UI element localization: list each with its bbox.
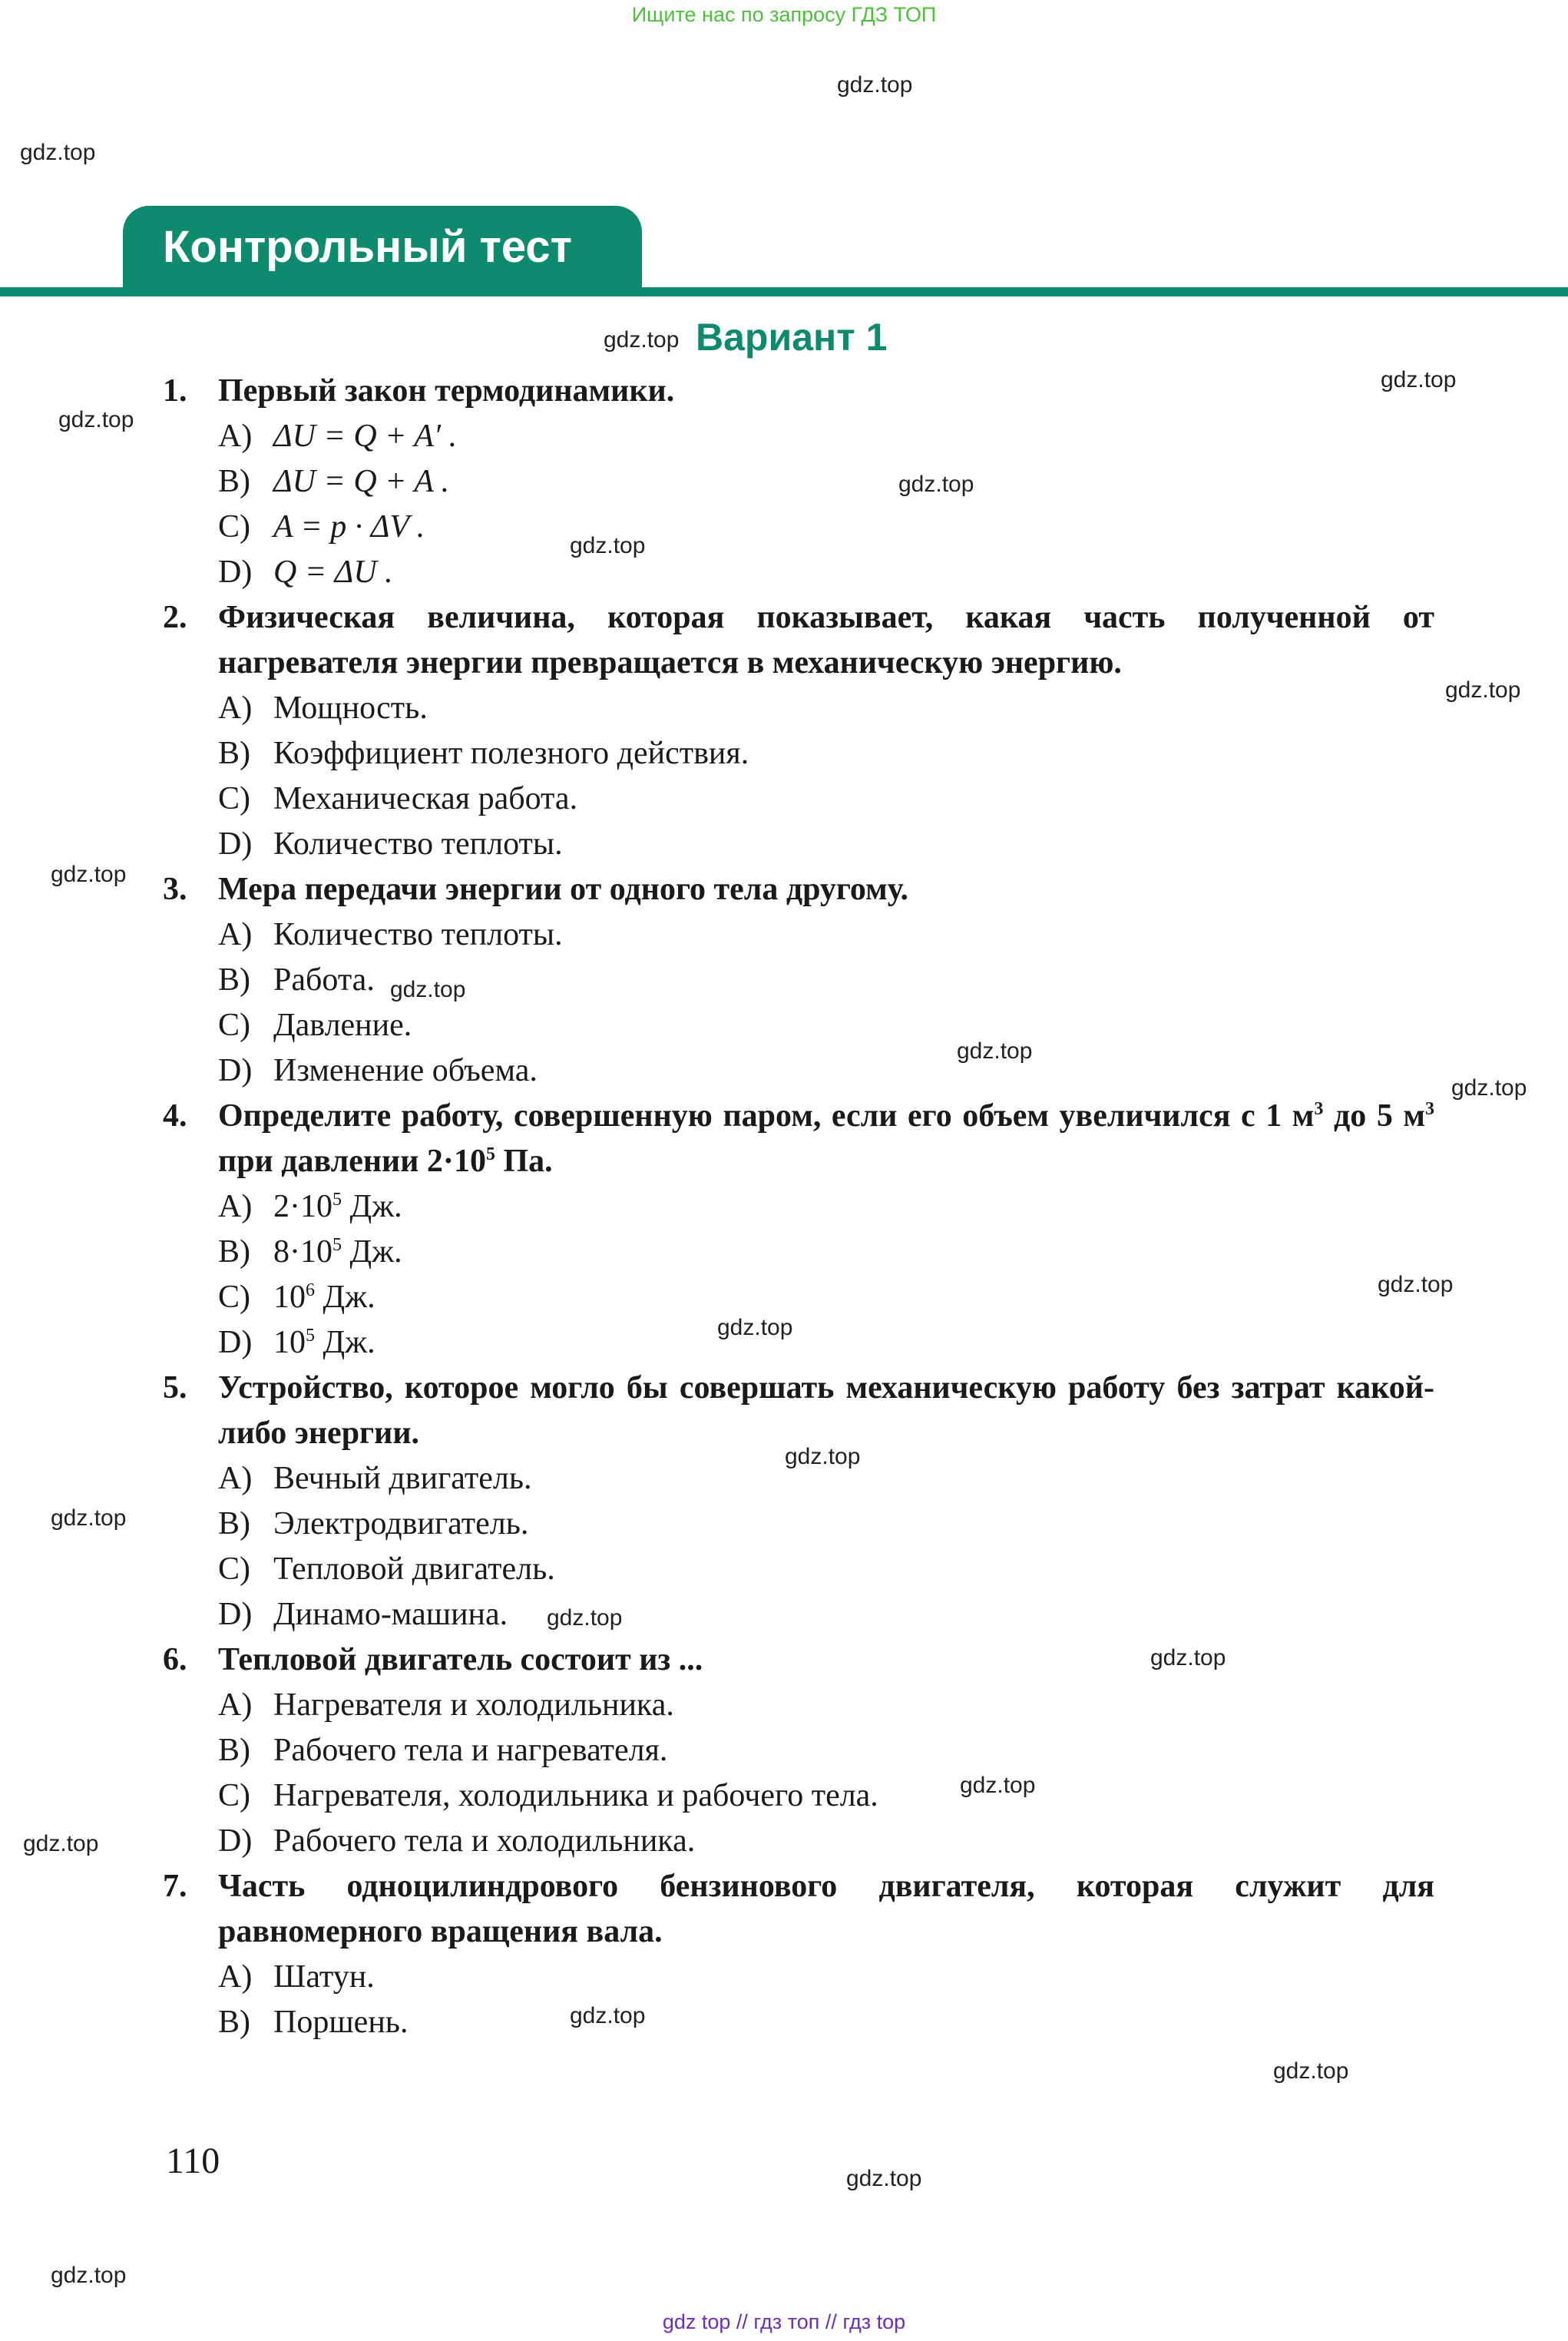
option-letter: B) bbox=[218, 1234, 250, 1270]
question-6 bbox=[163, 1637, 1434, 1683]
question-text: Тепловой двигатель состоит из ... bbox=[218, 1642, 703, 1677]
watermark: gdz.top bbox=[1445, 677, 1521, 703]
option-letter: A) bbox=[218, 690, 253, 726]
option-text: ΔU = Q + A′ . bbox=[273, 419, 458, 454]
option-letter: D) bbox=[218, 555, 253, 590]
option bbox=[218, 1683, 674, 1728]
option bbox=[218, 1728, 667, 1773]
question-text: Мера передачи энергии от одного тела другому. bbox=[218, 872, 909, 907]
option bbox=[218, 2000, 408, 2045]
watermark: gdz.top bbox=[1381, 367, 1457, 392]
option-text: Нагревателя и холодильника. bbox=[273, 1687, 674, 1723]
option-text: Мощность. bbox=[273, 690, 428, 726]
option bbox=[218, 1773, 878, 1819]
option-text: Рабочего тела и холодильника. bbox=[273, 1823, 696, 1859]
option bbox=[218, 1184, 402, 1230]
question-3 bbox=[163, 867, 1434, 912]
watermark: gdz.top bbox=[547, 1605, 623, 1631]
option bbox=[218, 822, 563, 867]
option-text: Количество теплоты. bbox=[273, 826, 563, 862]
option-letter: D) bbox=[218, 1325, 253, 1360]
watermark: gdz.top bbox=[717, 1315, 793, 1340]
option-text: Количество теплоты. bbox=[273, 917, 563, 952]
watermark: gdz.top bbox=[957, 1038, 1033, 1064]
option-letter: A) bbox=[218, 1687, 253, 1723]
option-text: $2\cdot 10^5$ Дж. bbox=[273, 1189, 402, 1224]
question-7 bbox=[163, 1864, 1434, 1955]
option-text: Вечный двигатель. bbox=[273, 1461, 532, 1496]
question-number: 2. bbox=[163, 600, 187, 635]
option bbox=[218, 1819, 695, 1864]
option-text: Коэффициент полезного действия. bbox=[273, 736, 749, 771]
question-text: Часть одноцилиндрового бензинового двигателя, которая служит для равномерного вращения вала. bbox=[218, 1869, 1434, 1949]
option-letter: C) bbox=[218, 1008, 250, 1043]
option-letter: D) bbox=[218, 1823, 253, 1859]
option-letter: C) bbox=[218, 1280, 250, 1315]
option-text: A = p · ΔV . bbox=[273, 509, 425, 545]
title-underline bbox=[0, 287, 1568, 296]
option bbox=[218, 958, 375, 1003]
option bbox=[218, 459, 449, 505]
option-letter: B) bbox=[218, 962, 250, 998]
option-letter: B) bbox=[218, 736, 250, 771]
question-number: 7. bbox=[163, 1869, 187, 1904]
option-text: Давление. bbox=[273, 1008, 412, 1043]
watermark: gdz.top bbox=[23, 1831, 99, 1856]
option-letter: C) bbox=[218, 1778, 250, 1813]
watermark: gdz.top bbox=[604, 327, 680, 353]
watermark: gdz.top bbox=[51, 2263, 127, 2288]
option-letter: C) bbox=[218, 1551, 250, 1587]
option-letter: B) bbox=[218, 2005, 250, 2040]
watermark: gdz.top bbox=[898, 472, 974, 497]
watermark: gdz.top bbox=[1273, 2058, 1349, 2084]
option-text: Динамо-машина. bbox=[273, 1597, 508, 1632]
watermark: gdz.top bbox=[1150, 1645, 1226, 1670]
watermark: gdz.top bbox=[1378, 1272, 1454, 1297]
top-search-link[interactable]: Ищите нас по запросу ГДЗ ТОП bbox=[631, 3, 937, 26]
option-text: Работа. bbox=[273, 962, 375, 998]
question-2 bbox=[163, 595, 1434, 686]
option bbox=[218, 1955, 375, 2000]
option bbox=[218, 1048, 538, 1094]
option-text: Q = ΔU . bbox=[273, 555, 393, 590]
option-text: $10^5$ Дж. bbox=[273, 1325, 375, 1360]
option bbox=[218, 776, 577, 822]
option bbox=[218, 1003, 412, 1048]
option bbox=[218, 1320, 375, 1366]
option-letter: A) bbox=[218, 1959, 253, 1995]
watermark: gdz.top bbox=[960, 1773, 1036, 1798]
option-letter: D) bbox=[218, 826, 253, 862]
option-letter: B) bbox=[218, 1733, 250, 1768]
question-4 bbox=[163, 1094, 1434, 1184]
option bbox=[218, 731, 749, 776]
option-text: Механическая работа. bbox=[273, 781, 578, 816]
option bbox=[218, 550, 393, 595]
question-text: Определите работу, совершенную паром, если его объем увеличился с 1 $м^3$ до 5 $м^3$ при давлении $2\cdot 10^5$ Па. bbox=[218, 1098, 1435, 1179]
watermark: gdz.top bbox=[51, 862, 127, 887]
option bbox=[218, 1230, 402, 1275]
page-title: Контрольный тест bbox=[163, 222, 573, 272]
question-number: 4. bbox=[163, 1098, 187, 1134]
watermark: gdz.top bbox=[570, 533, 646, 558]
option-text: $10^6$ Дж. bbox=[273, 1280, 375, 1315]
option-text: Рабочего тела и нагревателя. bbox=[273, 1733, 668, 1768]
option-text: Электродвигатель. bbox=[273, 1506, 529, 1541]
variant-heading: Вариант 1 bbox=[696, 316, 888, 359]
option bbox=[218, 505, 425, 550]
option-letter: D) bbox=[218, 1053, 253, 1088]
question-text: Физическая величина, которая показывает, какая часть полученной от нагревателя энергии превращается в механическую энергию. bbox=[218, 600, 1434, 680]
option-letter: C) bbox=[218, 781, 250, 816]
option-text: Нагревателя, холодильника и рабочего тела. bbox=[273, 1778, 878, 1813]
question-number: 1. bbox=[163, 373, 187, 409]
footer-links[interactable]: gdz top // гдз топ // гдз top bbox=[662, 2310, 906, 2333]
option bbox=[218, 1592, 508, 1637]
watermark: gdz.top bbox=[846, 2166, 922, 2191]
question-number: 3. bbox=[163, 872, 187, 907]
watermark: gdz.top bbox=[20, 140, 96, 165]
option-letter: A) bbox=[218, 917, 253, 952]
option-text: Тепловой двигатель. bbox=[273, 1551, 555, 1587]
watermark: gdz.top bbox=[51, 1505, 127, 1531]
option bbox=[218, 1547, 555, 1592]
watermark: gdz.top bbox=[1451, 1075, 1527, 1101]
page-number: 110 bbox=[166, 2141, 220, 2181]
watermark: gdz.top bbox=[390, 977, 466, 1002]
option-letter: B) bbox=[218, 464, 250, 499]
option-letter: B) bbox=[218, 1506, 250, 1541]
option bbox=[218, 1275, 375, 1320]
option-text: $8\cdot 10^5$ Дж. bbox=[273, 1234, 402, 1270]
question-number: 6. bbox=[163, 1642, 187, 1677]
option-letter: A) bbox=[218, 419, 253, 454]
question-1 bbox=[163, 369, 1434, 414]
watermark: gdz.top bbox=[785, 1444, 861, 1469]
question-number: 5. bbox=[163, 1370, 187, 1406]
question-text: Устройство, которое могло бы совершать механическую работу без затрат какой-либо энергии. bbox=[218, 1370, 1434, 1451]
option bbox=[218, 414, 457, 459]
option-letter: C) bbox=[218, 509, 250, 545]
option-letter: D) bbox=[218, 1597, 253, 1632]
watermark: gdz.top bbox=[58, 407, 134, 432]
option-letter: A) bbox=[218, 1189, 253, 1224]
option-text: Шатун. bbox=[273, 1959, 375, 1995]
watermark: gdz.top bbox=[570, 2003, 646, 2028]
option bbox=[218, 1502, 528, 1547]
question-5 bbox=[163, 1366, 1434, 1456]
option bbox=[218, 912, 563, 958]
question-text: Первый закон термодинамики. bbox=[218, 373, 675, 409]
option-text: Поршень. bbox=[273, 2005, 409, 2040]
option-letter: A) bbox=[218, 1461, 253, 1496]
watermark: gdz.top bbox=[837, 72, 913, 98]
option-text: ΔU = Q + A . bbox=[273, 464, 450, 499]
option-text: Изменение объема. bbox=[273, 1053, 538, 1088]
option bbox=[218, 686, 428, 731]
option bbox=[218, 1456, 531, 1502]
